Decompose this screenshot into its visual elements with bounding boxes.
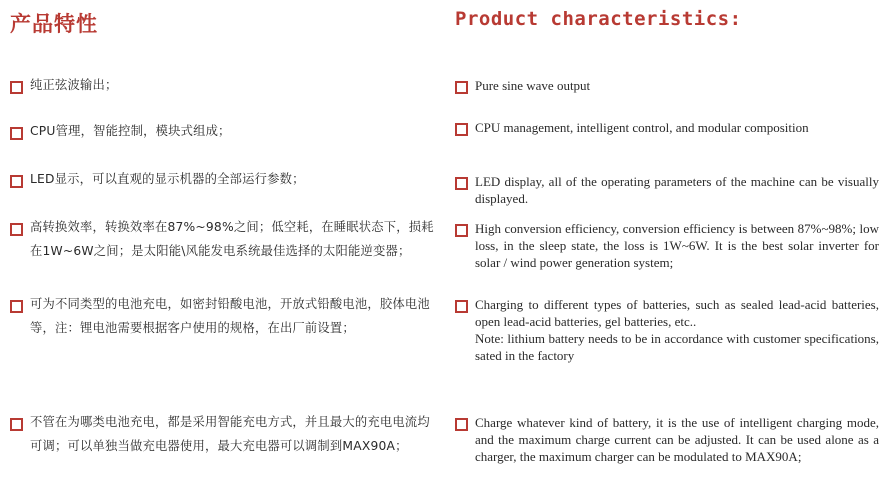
en-feature-6 (447, 415, 887, 465)
cn-feature-6 (0, 415, 440, 458)
cn-feature-1 (0, 78, 440, 97)
en-feature-3 (447, 174, 887, 207)
checkbox-square-icon (455, 81, 468, 94)
en-feature-4 (447, 221, 887, 271)
en-feature-text: Charging to different types of batteries, such as sealed lead-acid batteries, open lead-acid batteries, gel batteries, etc.. (475, 297, 879, 329)
cn-feature-5 (0, 297, 440, 340)
checkbox-square-icon (455, 177, 468, 190)
cn-feature-3 (0, 172, 440, 191)
cn-feature-text: 不管在为哪类电池充电，都是采用智能充电方式，并且最大的充电电流均可调；可以单独当做充电器使用，最大充电器可以调制到MAX90A； (30, 415, 430, 453)
checkbox-square-icon (455, 123, 468, 136)
en-feature-text: Charge whatever kind of battery, it is the use of intelligent charging mode, and the maximum charge current can be adjusted. It can be used alone as a charger, the maximum charger can be modulated to MAX90A; (475, 415, 879, 464)
cn-feature-text: 可为不同类型的电池充电，如密封铅酸电池，开放式铅酸电池，胶体电池等，注：锂电池需要根据客户使用的规格，在出厂前设置； (30, 297, 430, 335)
en-feature-1 (447, 78, 887, 94)
cn-feature-text: 高转换效率，转换效率在87%~98%之间；低空耗，在睡眠状态下，损耗在1W~6W之间；是太阳能\风能发电系统最佳选择的太阳能逆变器； (30, 220, 434, 258)
en-feature-text: LED display, all of the operating parameters of the machine can be visually displayed. (475, 174, 879, 206)
checkbox-square-icon (10, 175, 23, 188)
cn-feature-text: 纯正弦波输出； (30, 78, 118, 92)
english-heading: Product characteristics: (455, 8, 742, 30)
en-feature-text: High conversion efficiency, conversion efficiency is between 87%~98%; low loss, in the sleep state, the loss is 1W~6W. It is the best solar inverter for solar / wind power generation system; (475, 221, 879, 270)
checkbox-square-icon (10, 127, 23, 140)
checkbox-square-icon (455, 300, 468, 313)
checkbox-square-icon (10, 81, 23, 94)
en-feature-text: CPU management, intelligent control, and modular composition (475, 120, 809, 135)
en-feature-5 (447, 297, 887, 364)
checkbox-square-icon (10, 223, 23, 236)
cn-feature-text: LED显示，可以直观的显示机器的全部运行参数； (30, 172, 305, 186)
chinese-heading: 产品特性 (10, 12, 98, 36)
checkbox-square-icon (455, 418, 468, 431)
en-feature-text: Pure sine wave output (475, 78, 591, 93)
checkbox-square-icon (10, 300, 23, 313)
checkbox-square-icon (10, 418, 23, 431)
cn-feature-4 (0, 220, 440, 263)
en-feature-2 (447, 120, 887, 136)
cn-feature-2 (0, 124, 440, 143)
en-feature-note: Note: lithium battery needs to be in accordance with customer specifications, sated in the factory (475, 331, 879, 363)
cn-feature-text: CPU管理，智能控制，模块式组成； (30, 124, 231, 138)
checkbox-square-icon (455, 224, 468, 237)
